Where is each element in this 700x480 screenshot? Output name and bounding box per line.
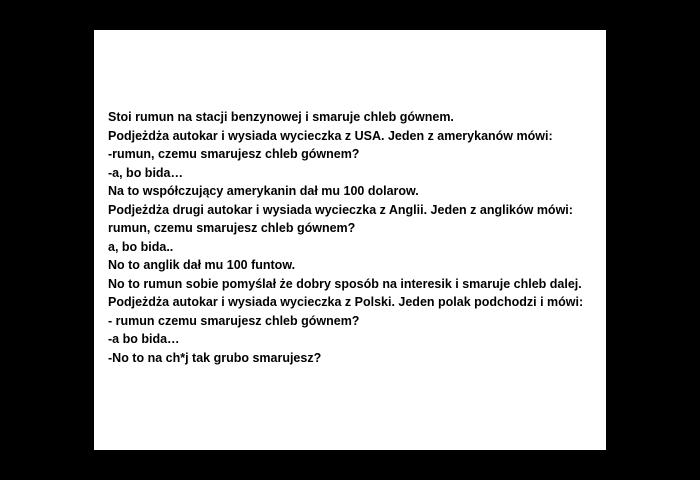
joke-line: No to rumun sobie pomyślał że dobry sposób na interesik i smaruje chleb dalej. — [108, 276, 582, 291]
joke-line: -a, bo bida… — [108, 165, 183, 180]
joke-line: -a bo bida… — [108, 332, 180, 346]
joke-line: Podjeżdża autokar i wysiada wycieczka z USA. Jeden z amerykanów mówi: — [108, 128, 553, 143]
joke-line: a, bo bida.. — [108, 239, 174, 254]
joke-line: rumun, czemu smarujesz chleb gównem? — [108, 221, 356, 235]
joke-line: Stoi rumun na stacji benzynowej i smaruje chleb gównem. — [108, 110, 454, 124]
joke-line: Podjeżdża drugi autokar i wysiada wycieczka z Anglii. Jeden z anglików mówi: — [108, 202, 573, 217]
joke-text-block — [108, 108, 598, 367]
joke-line: Na to współczujący amerykanin dał mu 100 dolarow. — [108, 184, 419, 198]
joke-line: No to anglik dał mu 100 funtow. — [108, 258, 296, 272]
joke-line: -No to na ch*j tak grubo smarujesz? — [108, 350, 322, 365]
white-text-card — [94, 30, 606, 450]
joke-line: - rumun czemu smarujesz chleb gównem? — [108, 313, 360, 328]
joke-line: -rumun, czemu smarujesz chleb gównem? — [108, 147, 360, 161]
joke-line: Podjeżdża autokar i wysiada wycieczka z Polski. Jeden polak podchodzi i mówi: — [108, 295, 584, 309]
